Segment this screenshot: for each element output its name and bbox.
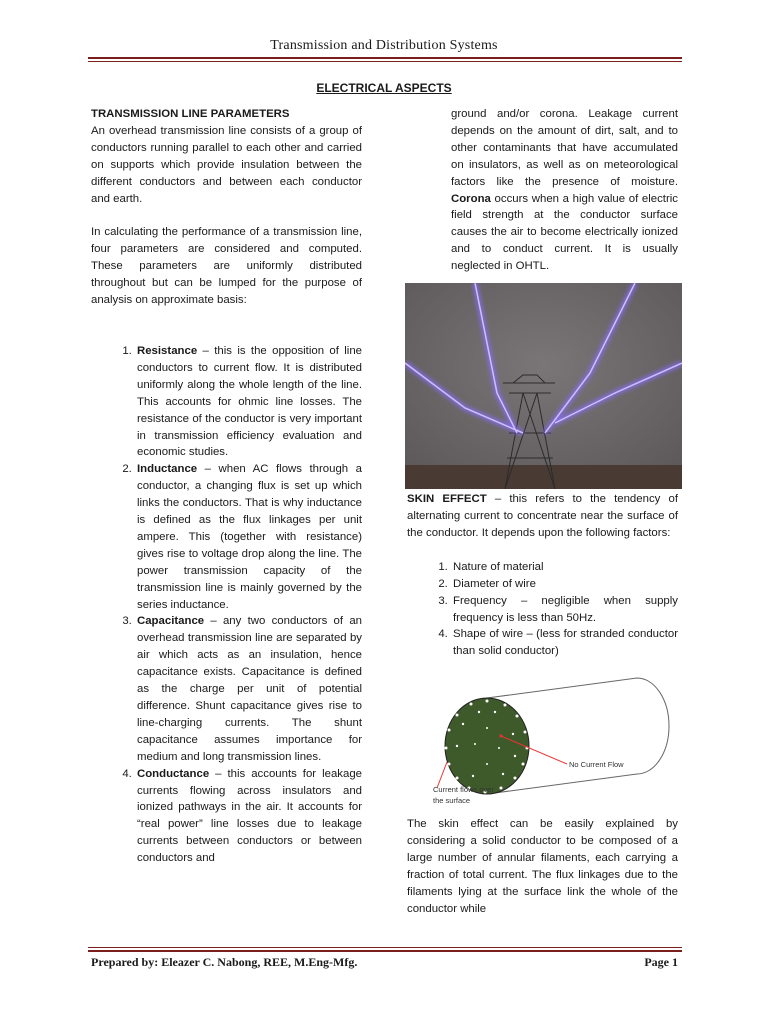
list-item: 3. Frequency – negligible when supply frequency is less than 50Hz.: [451, 593, 678, 627]
list-item: [135, 613, 362, 765]
skin-effect-explanation: The skin effect can be easily explained by considering a solid conductor to be composed of a large number of annular filaments, each carrying a fraction of total current. The flux linkages due to the filaments lying at the surface link the whole of the conductor while: [407, 818, 678, 915]
label-surface-line1: Current flows over: [433, 785, 494, 795]
term-capacitance: Capacitance: [137, 615, 205, 628]
item-text: – when AC flows through a conductor, a changing flux is set up which links the conductors. That is why inductance is defined as the flux linkages per unit ampere. This (together with resistance) gives rise to voltage drop along the line. The power transmission capacity of the transmission line is mainly governed by the series inductance.: [137, 463, 362, 611]
list-item: [135, 461, 362, 613]
skin-effect-paragraph: [407, 491, 678, 542]
parameters-list: [91, 343, 362, 867]
label-no-current-flow: No Current Flow: [569, 760, 624, 770]
right-column: [407, 106, 678, 918]
list-item: [135, 766, 362, 867]
list-item: 1. Nature of material: [451, 559, 678, 576]
header-rule-thin: [88, 61, 682, 62]
document-heading: ELECTRICAL ASPECTS: [316, 81, 452, 95]
footer-rule-thick: [88, 950, 682, 952]
skin-effect-diagram: [427, 668, 687, 808]
left-column: [91, 106, 362, 867]
section-title: TRANSMISSION LINE PARAMETERS: [91, 108, 290, 120]
item-text: – this accounts for leakage currents flowing across insulators and ionized pathways in the air. It accounts for “real power” line losses due to leakage currents between conductors or between conductors and: [137, 767, 362, 865]
term-conductance: Conductance: [137, 767, 210, 780]
corona-photo: [405, 283, 682, 489]
continuation-text: ground and/or corona. Leakage current depends on the amount of dirt, salt, and to other contaminants that have accumulated on insulators, as well as on meteorological factors like the presence of moisture.: [451, 108, 678, 188]
list-item: [135, 343, 362, 461]
running-header: Transmission and Distribution Systems: [270, 38, 498, 53]
term-corona: Corona: [451, 192, 491, 205]
corona-text: occurs when a high value of electric field strength at the conductor surface causes the air to become electrically ionized and to conduct current. It is usually neglected in OHTL.: [451, 192, 678, 273]
skin-effect-text: – this refers to the tendency of alternating current to concentrate near the surface of the conductor. It depends upon the following factors:: [407, 493, 678, 539]
footer-rule-thin: [88, 947, 682, 948]
list-item: 2. Diameter of wire: [451, 576, 678, 593]
term-skin-effect: SKIN EFFECT: [407, 493, 487, 506]
term-resistance: Resistance: [137, 344, 198, 357]
conductance-continuation: [407, 106, 678, 275]
page-number: Page 1: [644, 955, 678, 969]
label-surface-line2: the surface: [433, 796, 471, 806]
factors-list: [407, 559, 678, 660]
header-rule-thick: [88, 57, 682, 59]
item-text: – this is the opposition of line conductors to current flow. It is distributed uniformly along the whole length of the line. This accounts for ohmic line losses. The resistance of the conductor is very important in transmission efficiency evaluation and economic studies.: [137, 344, 362, 459]
item-text: – any two conductors of an overhead transmission line are separated by air which acts as an insulation, hence capacitance exists. Capacitance is defined as the charge per unit of potential difference. Shunt capacitance gives rise to line-charging currents. The shunt capacitance assumes importance for medium and long transmission lines.: [137, 615, 362, 763]
term-inductance: Inductance: [137, 463, 198, 476]
list-item: 4. Shape of wire – (less for stranded conductor than solid conductor): [451, 626, 678, 660]
parameters-paragraph: In calculating the performance of a transmission line, four parameters are considered and computed. These parameters are uniformly distributed throughout but can be lumped for the purpose of analysis on approximate basis:: [91, 226, 362, 307]
intro-paragraph: An overhead transmission line consists of a group of conductors running parallel to each other and carried on supports which provide insulation between the different conductors and between each conductor and earth.: [91, 124, 362, 205]
prepared-by: Prepared by: Eleazer C. Nabong, REE, M.Eng-Mfg.: [91, 955, 358, 969]
